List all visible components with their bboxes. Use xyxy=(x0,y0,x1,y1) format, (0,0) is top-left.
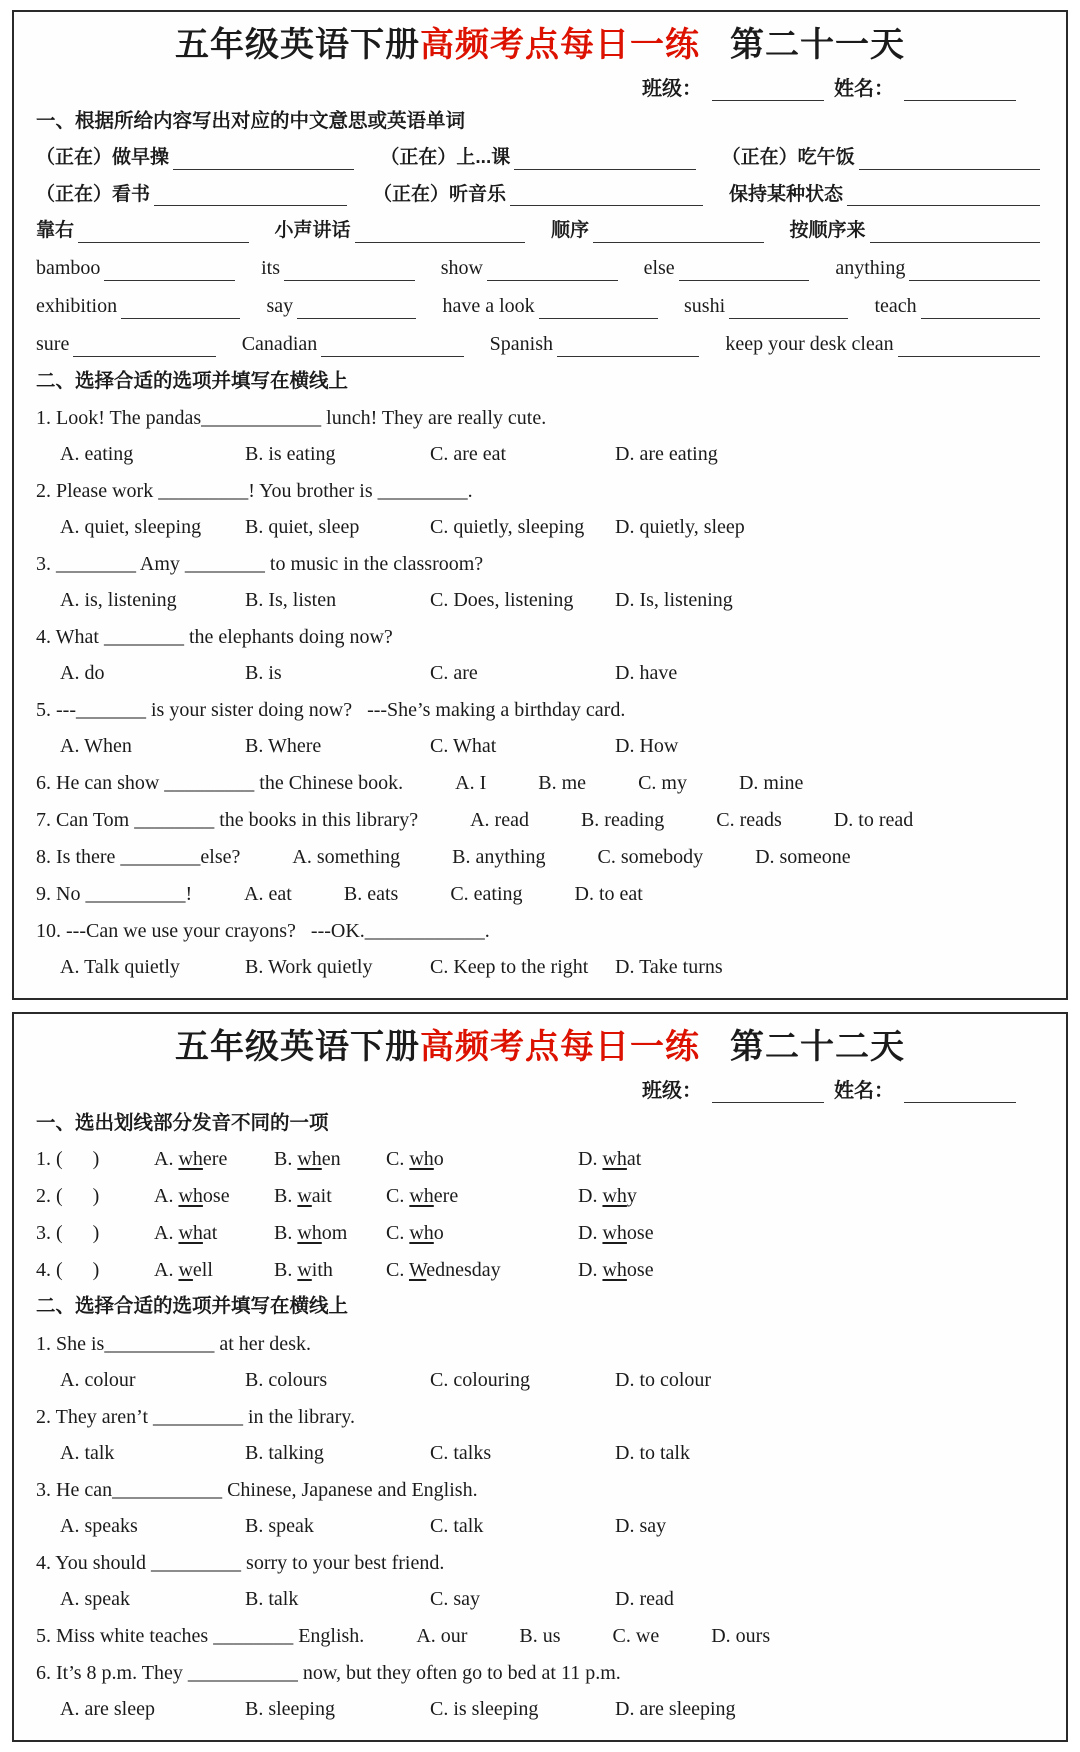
answer-blank[interactable] xyxy=(487,259,618,281)
question-stem: 10. ---Can we use your crayons? ---OK.____________. xyxy=(36,920,490,942)
option: D. what xyxy=(578,1148,642,1171)
vocab-term: （正在）上...课 xyxy=(380,147,511,169)
sheet-title xyxy=(36,1026,1044,1070)
option: C. quietly, sleeping xyxy=(430,516,585,538)
class-name-blank[interactable] xyxy=(712,1079,824,1103)
option: B. speak xyxy=(245,1514,314,1537)
option-row xyxy=(36,512,1044,542)
question-stem: 7. Can Tom ________ the books in this library? xyxy=(36,809,419,831)
option-row xyxy=(36,439,1044,469)
mcq-question-inline xyxy=(36,805,1044,835)
underlined-letters: wh xyxy=(602,1222,627,1245)
mcq-question-inline xyxy=(36,1621,1044,1651)
option: C. are eat xyxy=(430,443,507,465)
question-stem: 9. No __________! xyxy=(36,883,193,905)
underlined-letters: W xyxy=(408,1259,427,1282)
title-highlight-text: 高频考点每日一练 xyxy=(420,1029,700,1066)
option: D. to talk xyxy=(615,1441,690,1464)
underlined-letters: wh xyxy=(602,1148,627,1171)
sheet-body xyxy=(36,107,1044,982)
vocab-term: 按顺序来 xyxy=(789,220,866,242)
option: D. How xyxy=(615,735,679,757)
phonics-question xyxy=(36,1144,1044,1175)
option: C. What xyxy=(430,735,497,757)
option: A. where xyxy=(154,1148,228,1171)
underlined-letters: wh xyxy=(178,1148,203,1171)
option: D. Is, listening xyxy=(615,589,733,611)
underlined-letters: wh xyxy=(297,1148,322,1171)
student-name-blank[interactable] xyxy=(904,1079,1016,1103)
option: A. talk xyxy=(60,1441,115,1464)
option: D. have xyxy=(615,662,678,684)
vocab-term: else xyxy=(643,256,675,279)
question-stem: 3. ________ Amy ________ to music in the classroom? xyxy=(36,553,484,575)
option-row xyxy=(36,731,1044,761)
identity-row xyxy=(36,1074,1016,1103)
option: A. our xyxy=(416,1624,468,1647)
option: D. ours xyxy=(711,1624,771,1647)
question-number-and-answer-paren[interactable]: 3. ( ) xyxy=(36,1222,100,1245)
answer-blank[interactable] xyxy=(557,335,699,357)
answer-blank[interactable] xyxy=(121,297,240,319)
option: A. what xyxy=(154,1222,218,1245)
option: C. my xyxy=(638,772,687,794)
section-heading: 二、选择合适的选项并填写在横线上 xyxy=(36,1295,349,1318)
option: A. well xyxy=(154,1259,213,1282)
option: D. to read xyxy=(833,809,914,831)
student-name-label: 姓名： xyxy=(834,78,894,101)
answer-blank[interactable] xyxy=(355,221,525,243)
vocab-term: Canadian xyxy=(241,332,318,355)
question-stem: 4. What ________ the elephants doing now? xyxy=(36,626,393,648)
section-heading: 一、根据所给内容写出对应的中文意思或英语单词 xyxy=(36,110,466,133)
option: A. eating xyxy=(60,443,134,465)
question-stem: 3. He can___________ Chinese, Japanese and English. xyxy=(36,1478,478,1501)
option: B. Work quietly xyxy=(245,956,373,978)
vocab-term: 顺序 xyxy=(551,220,590,242)
vocab-term: （正在）吃午饭 xyxy=(721,147,855,169)
option: A. whose xyxy=(154,1185,230,1208)
answer-blank[interactable] xyxy=(78,221,248,243)
option: B. eats xyxy=(343,883,399,905)
vocab-term: show xyxy=(440,256,483,279)
title-day-text: 第二十一天 xyxy=(730,27,905,64)
option: D. whose xyxy=(578,1222,654,1245)
option-row xyxy=(36,1438,1044,1468)
underlined-letters: wh xyxy=(409,1222,434,1245)
option: C. colouring xyxy=(430,1368,530,1391)
option: A. quiet, sleeping xyxy=(60,516,202,538)
sheet-body xyxy=(36,1109,1044,1724)
answer-blank[interactable] xyxy=(921,297,1040,319)
option-row xyxy=(36,658,1044,688)
answer-blank[interactable] xyxy=(154,184,347,206)
option: D. to eat xyxy=(574,883,643,905)
answer-blank[interactable] xyxy=(284,259,415,281)
answer-blank[interactable] xyxy=(729,297,848,319)
option-row xyxy=(36,1511,1044,1541)
vocab-row xyxy=(36,180,1044,209)
option: B. is eating xyxy=(245,443,336,465)
option: A. speak xyxy=(60,1587,130,1610)
option: B. me xyxy=(538,772,587,794)
answer-blank[interactable] xyxy=(870,221,1040,243)
sheet-title xyxy=(36,24,1044,68)
underlined-letters: wh xyxy=(602,1259,627,1282)
option: B. colours xyxy=(245,1368,328,1391)
question-stem: 8. Is there ________else? xyxy=(36,846,241,868)
option: C. talks xyxy=(430,1441,492,1464)
vocab-term: teach xyxy=(874,294,917,317)
question-stem: 2. Please work _________! You brother is _________. xyxy=(36,480,473,502)
student-name-blank[interactable] xyxy=(904,77,1016,101)
option: D. mine xyxy=(738,772,804,794)
question-stem: 1. She is___________ at her desk. xyxy=(36,1332,311,1355)
title-day-text: 第二十二天 xyxy=(730,1029,905,1066)
option-row xyxy=(36,1365,1044,1395)
vocab-term: sushi xyxy=(684,294,726,317)
option: C. who xyxy=(386,1222,444,1245)
answer-blank[interactable] xyxy=(514,148,695,170)
phonics-question xyxy=(36,1181,1044,1212)
option: B. talk xyxy=(245,1587,299,1610)
option: D. why xyxy=(578,1185,637,1208)
option: A. I xyxy=(455,772,487,794)
answer-blank[interactable] xyxy=(859,148,1040,170)
option: B. when xyxy=(274,1148,341,1171)
question-number-and-answer-paren[interactable]: 4. ( ) xyxy=(36,1259,100,1282)
option: D. whose xyxy=(578,1259,654,1282)
underlined-letters: w xyxy=(297,1259,312,1282)
option: C. is sleeping xyxy=(430,1697,539,1720)
option: D. are sleeping xyxy=(615,1697,736,1720)
vocab-row xyxy=(36,291,1044,322)
vocab-term: its xyxy=(261,256,281,279)
vocab-term: sure xyxy=(36,332,70,355)
option: B. is xyxy=(245,662,282,684)
option: D. read xyxy=(615,1587,674,1610)
vocab-term: 保持某种状态 xyxy=(729,183,844,205)
vocab-term: anything xyxy=(835,256,906,279)
option: A. eat xyxy=(244,883,292,905)
option: B. wait xyxy=(274,1185,332,1208)
option: C. Wednesday xyxy=(386,1259,501,1282)
option: C. somebody xyxy=(597,846,704,868)
vocab-term: （正在）看书 xyxy=(36,183,151,205)
option-row xyxy=(36,1584,1044,1614)
option: B. reading xyxy=(580,809,665,831)
vocab-term: （正在）做早操 xyxy=(36,147,170,169)
question-stem: 6. It’s 8 p.m. They ___________ now, but they often go to bed at 11 p.m. xyxy=(36,1661,621,1684)
option: B. us xyxy=(519,1624,561,1647)
phonics-question xyxy=(36,1218,1044,1249)
answer-blank[interactable] xyxy=(104,259,235,281)
vocab-term: keep your desk clean xyxy=(725,332,894,355)
vocab-term: 靠右 xyxy=(36,220,75,242)
option: D. to colour xyxy=(615,1368,712,1391)
question-number-and-answer-paren[interactable]: 2. ( ) xyxy=(36,1185,100,1208)
option: A. do xyxy=(60,662,105,684)
title-course-text: 五年级英语下册 xyxy=(175,1029,420,1066)
underlined-letters: wh xyxy=(409,1148,434,1171)
worksheet-day21 xyxy=(12,10,1068,1000)
option: B. quiet, sleep xyxy=(245,516,360,538)
answer-blank[interactable] xyxy=(679,259,810,281)
class-label: 班级： xyxy=(642,78,702,101)
option: B. whom xyxy=(274,1222,348,1245)
class-name-blank[interactable] xyxy=(712,77,824,101)
phonics-question xyxy=(36,1255,1044,1286)
option: B. sleeping xyxy=(245,1697,335,1720)
answer-blank[interactable] xyxy=(909,259,1040,281)
option: D. are eating xyxy=(615,443,718,465)
option: C. Keep to the right xyxy=(430,956,589,978)
underlined-letters: wh xyxy=(178,1222,203,1245)
vocab-term: （正在）听音乐 xyxy=(373,183,507,205)
vocab-row xyxy=(36,253,1044,284)
option: D. someone xyxy=(755,846,851,868)
class-label: 班级： xyxy=(642,1080,702,1103)
question-stem: 5. Miss white teaches ________ English. xyxy=(36,1624,365,1647)
question-stem: 2. They aren’t _________ in the library. xyxy=(36,1405,356,1428)
worksheet-day22 xyxy=(12,1012,1068,1742)
vocab-term: 小声讲话 xyxy=(274,220,351,242)
option: A. speaks xyxy=(60,1514,138,1537)
answer-blank[interactable] xyxy=(297,297,416,319)
option: C. talk xyxy=(430,1514,484,1537)
underlined-letters: w xyxy=(297,1185,312,1208)
answer-blank[interactable] xyxy=(593,221,763,243)
underlined-letters: wh xyxy=(178,1185,203,1208)
option: B. with xyxy=(274,1259,333,1282)
answer-blank[interactable] xyxy=(510,184,703,206)
option: C. who xyxy=(386,1148,444,1171)
option: A. something xyxy=(292,846,401,868)
option: B. anything xyxy=(452,846,546,868)
option: A. When xyxy=(60,735,132,757)
option-row xyxy=(36,585,1044,615)
underlined-letters: wh xyxy=(409,1185,434,1208)
vocab-term: bamboo xyxy=(36,256,101,279)
option: A. are sleep xyxy=(60,1697,155,1720)
option: C. we xyxy=(612,1624,660,1647)
option: C. say xyxy=(430,1587,480,1610)
option: C. Does, listening xyxy=(430,589,574,611)
underlined-letters: wh xyxy=(602,1185,627,1208)
answer-blank[interactable] xyxy=(321,335,463,357)
option: A. read xyxy=(470,809,529,831)
mcq-question-inline xyxy=(36,879,1044,909)
option: D. Take turns xyxy=(615,956,723,978)
answer-blank[interactable] xyxy=(173,148,354,170)
mcq-question-inline xyxy=(36,842,1044,872)
underlined-letters: wh xyxy=(297,1222,322,1245)
question-stem: 4. You should _________ sorry to your best friend. xyxy=(36,1551,445,1574)
option-row xyxy=(36,952,1044,982)
question-stem: 1. Look! The pandas____________ lunch! They are really cute. xyxy=(36,407,547,429)
mcq-question-inline xyxy=(36,768,1044,798)
student-name-label: 姓名： xyxy=(834,1080,894,1103)
section-heading: 二、选择合适的选项并填写在横线上 xyxy=(36,369,349,392)
question-stem: 6. He can show _________ the Chinese book. xyxy=(36,772,404,794)
option: B. Is, listen xyxy=(245,589,337,611)
answer-blank[interactable] xyxy=(73,335,215,357)
option: B. talking xyxy=(245,1441,324,1464)
option: D. say xyxy=(615,1514,667,1537)
option: C. reads xyxy=(716,809,782,831)
option: C. eating xyxy=(450,883,523,905)
answer-blank[interactable] xyxy=(539,297,658,319)
vocab-row xyxy=(36,329,1044,360)
vocab-term: say xyxy=(266,294,294,317)
option: B. Where xyxy=(245,735,322,757)
underlined-letters: w xyxy=(178,1259,193,1282)
identity-row xyxy=(36,72,1016,101)
vocab-term: exhibition xyxy=(36,294,118,317)
question-stem: 5. ---_______ is your sister doing now? ---She’s making a birthday card. xyxy=(36,699,626,721)
option: A. Talk quietly xyxy=(60,956,180,978)
option: C. are xyxy=(430,662,478,684)
vocab-row xyxy=(36,216,1044,245)
option: A. colour xyxy=(60,1368,136,1391)
title-highlight-text: 高频考点每日一练 xyxy=(420,27,700,64)
option: A. is, listening xyxy=(60,589,177,611)
vocab-term: Spanish xyxy=(489,332,553,355)
section-heading: 一、选出划线部分发音不同的一项 xyxy=(36,1112,329,1135)
vocab-row xyxy=(36,143,1044,172)
answer-blank[interactable] xyxy=(847,184,1040,206)
title-course-text: 五年级英语下册 xyxy=(175,27,420,64)
question-number-and-answer-paren[interactable]: 1. ( ) xyxy=(36,1148,100,1171)
answer-blank[interactable] xyxy=(898,335,1040,357)
option-row xyxy=(36,1694,1044,1724)
vocab-term: have a look xyxy=(442,294,535,317)
option: D. quietly, sleep xyxy=(615,516,745,538)
option: C. where xyxy=(386,1185,459,1208)
